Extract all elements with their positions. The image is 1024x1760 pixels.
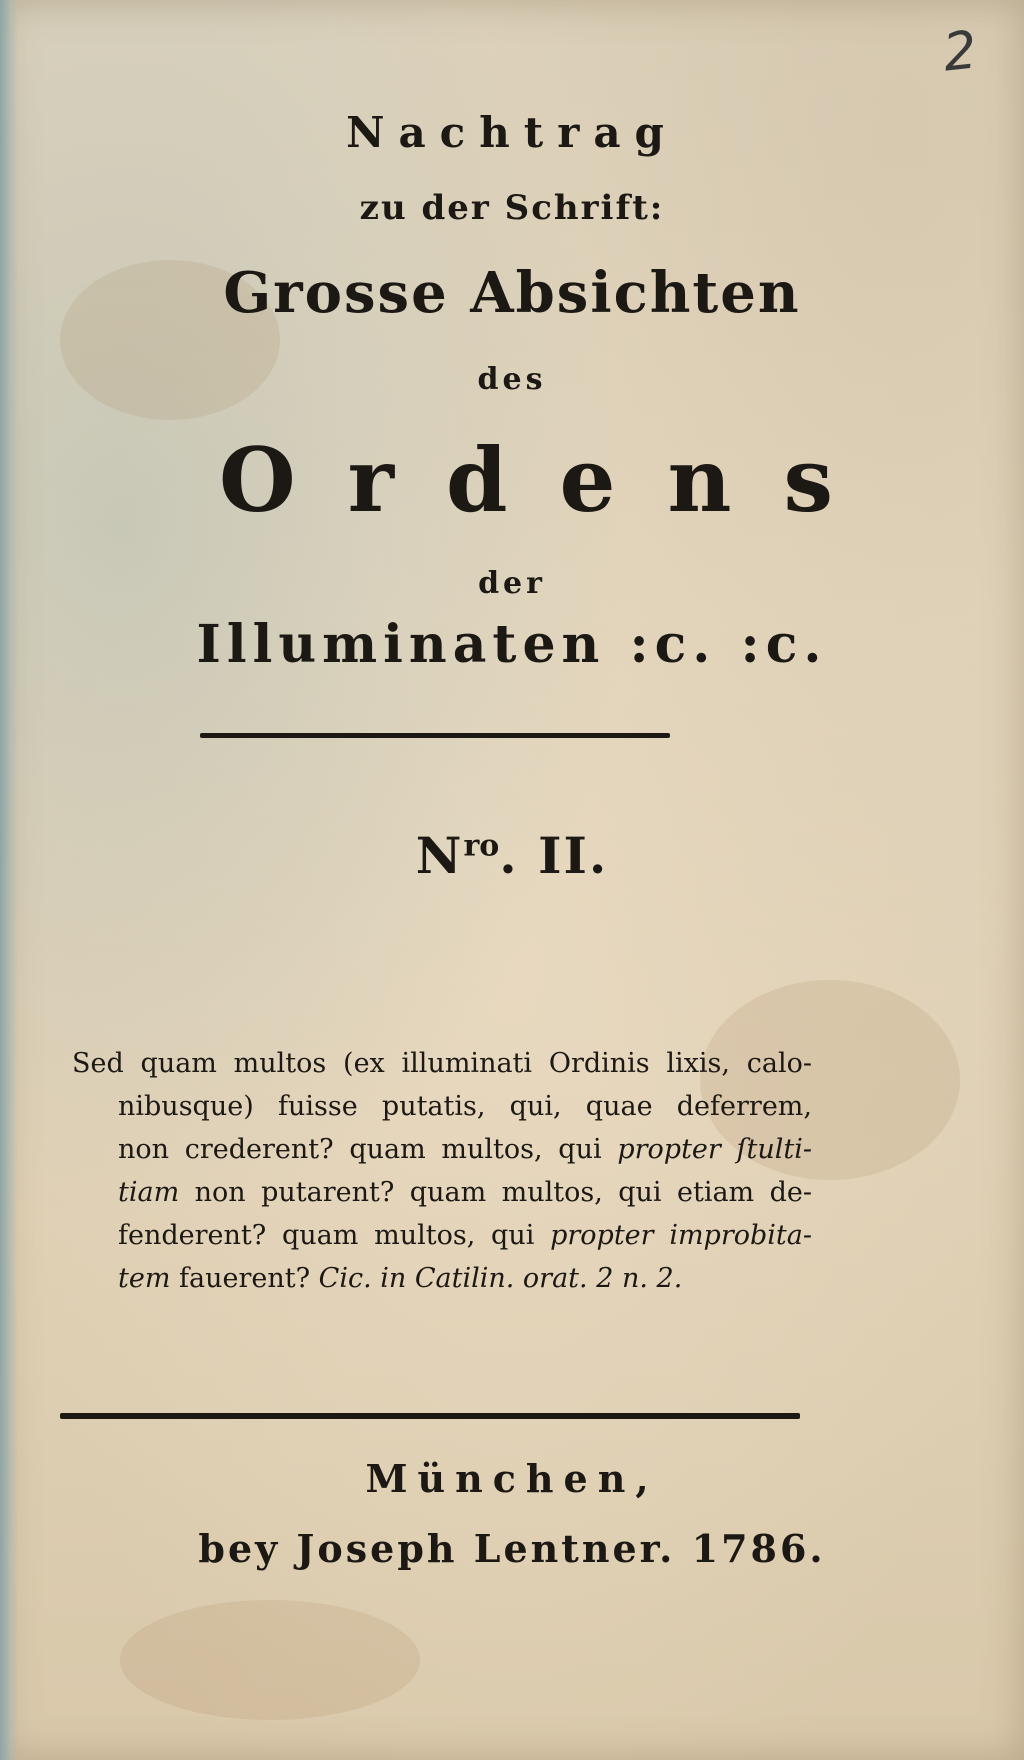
title-der: der [478, 566, 546, 601]
epigraph-italic: propter ſtulti- [617, 1134, 812, 1165]
epigraph-line [72, 1171, 812, 1214]
imprint-place: München, [365, 1456, 659, 1501]
epigraph-text: non crederent? quam multos, qui [118, 1134, 618, 1165]
epigraph-line [72, 1214, 812, 1257]
title-illuminaten: Illuminaten :c. :c. [196, 614, 828, 675]
issue-number [0, 826, 1024, 885]
paper-stain [120, 1600, 420, 1720]
imprint-publisher: bey Joseph Lentner. 1786. [198, 1526, 826, 1571]
epigraph-text: fenderent? quam multos, qui [118, 1220, 551, 1251]
title-nachtrag: Nachtrag [346, 108, 678, 157]
epigraph-text: non putarent? quam multos, qui etiam de- [179, 1177, 812, 1208]
divider-rule [200, 733, 670, 738]
title-zu-der-schrift: zu der Schrift: [359, 188, 665, 228]
epigraph-italic: tem [118, 1263, 171, 1294]
latin-epigraph [72, 1042, 812, 1300]
epigraph-italic: propter improbita- [550, 1220, 812, 1251]
title-ordens: Ordens [218, 428, 886, 532]
epigraph-line: nibusque) fuisse putatis, qui, quae deferrem, [118, 1091, 812, 1122]
epigraph-line: Sed quam multos (ex illuminati Ordinis lixis, calo- [72, 1048, 812, 1079]
title-des: des [477, 362, 547, 397]
issue-number-prefix: N [415, 826, 464, 885]
title-grosse-absichten: Grosse Absichten [223, 260, 801, 326]
issue-number-value: . II. [499, 826, 609, 885]
issue-number-superscript: ro [463, 828, 500, 864]
handwritten-page-number: 2 [940, 20, 980, 84]
epigraph-line [72, 1128, 812, 1171]
epigraph-text: fauerent? [170, 1263, 319, 1294]
epigraph-line [72, 1257, 812, 1300]
epigraph-citation: Cic. in Catilin. orat. 2 n. 2. [318, 1263, 683, 1294]
divider-rule [60, 1413, 800, 1419]
epigraph-italic: tiam [118, 1177, 180, 1208]
